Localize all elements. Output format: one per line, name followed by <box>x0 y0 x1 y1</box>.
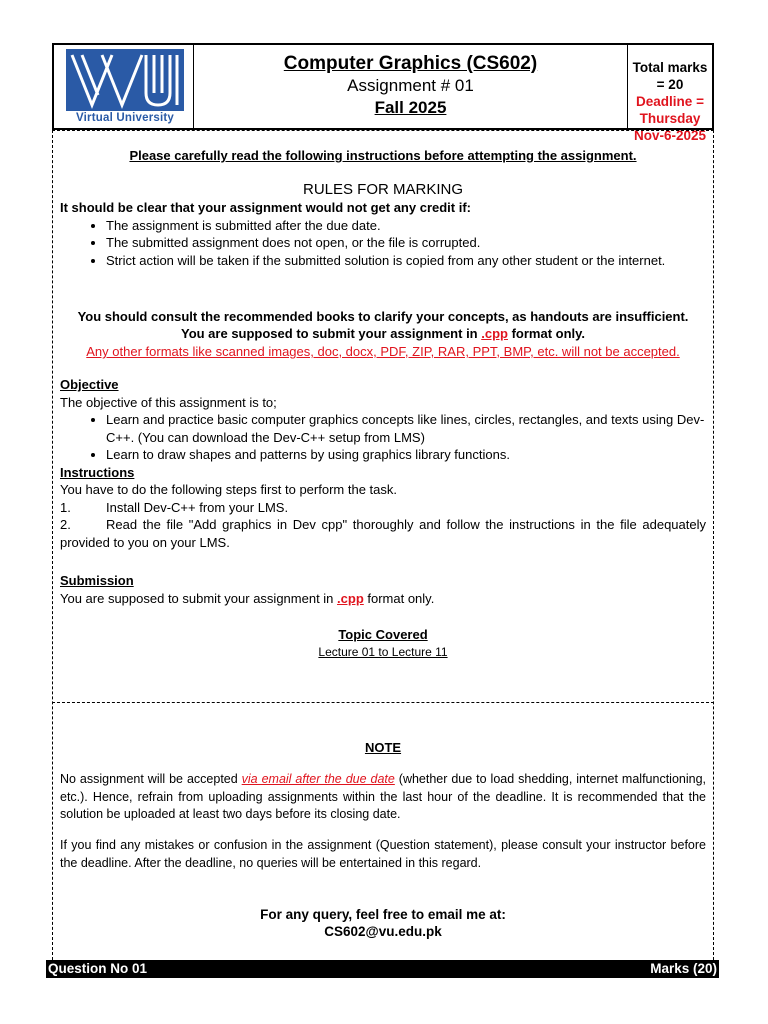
rules-list <box>60 217 706 270</box>
assignment-number: Assignment # 01 <box>347 76 474 95</box>
course-title: Computer Graphics (CS602) <box>283 53 538 74</box>
submission-section <box>60 572 706 607</box>
step-text: Install Dev-C++ from your LMS. <box>106 499 289 515</box>
title-cell <box>194 45 628 128</box>
submission-text <box>60 590 706 608</box>
formats-warning: Any other formats like scanned images, doc, docx, PDF, ZIP, RAR, PPT, BMP, etc. will not be accepted. <box>86 344 680 359</box>
logo-cell <box>54 45 194 128</box>
list-item: • Learn and practice basic computer graphics concepts like lines, circles, rectangles, and texts using Dev-C++. (You can download the Dev-C++ setup from LMS) <box>106 411 706 446</box>
step-number: 2. <box>60 517 71 532</box>
format-cpp: .cpp <box>337 590 364 606</box>
note-p1-highlight: via email after the due date <box>241 772 395 786</box>
submit-prefix: You are supposed to submit your assignment in <box>180 326 482 341</box>
instructions-intro: You have to do the following steps first to perform the task. <box>60 482 397 497</box>
step-item <box>60 499 706 517</box>
objective-heading: Objective <box>60 377 119 392</box>
vu-logo <box>66 49 184 111</box>
topic-section <box>60 626 706 661</box>
logo-text: Virtual University <box>76 112 174 124</box>
term: Fall 2025 <box>374 98 447 117</box>
rules-section <box>60 181 706 269</box>
note-p1-suffix: (whether due to load shedding, internet malfunctioning, etc.). Hence, refrain from uploading assignments within the last hour of the deadline. It is recommended that the solution be uploaded at least two days before its closing date. <box>60 772 706 821</box>
note-paragraph-1 <box>60 771 706 824</box>
consult-note: You should consult the recommended books to clarify your concepts, as handouts are insufficient. <box>77 309 689 324</box>
rules-heading: RULES FOR MARKING <box>302 181 464 198</box>
marks-cell <box>628 45 712 143</box>
submit-suffix: format only. <box>507 326 586 341</box>
top-divider <box>52 130 714 131</box>
objective-intro: The objective of this assignment is to; <box>60 394 277 410</box>
header-table <box>52 43 714 143</box>
step-item <box>60 516 706 551</box>
contact-email: CS602@vu.edu.pk <box>324 924 442 939</box>
instructions-heading: Instructions <box>60 464 135 480</box>
objective-list <box>60 411 706 464</box>
middle-divider <box>52 702 714 703</box>
list-item: • The submitted assignment does not open, or the file is corrupted. <box>106 234 706 252</box>
question-number: Question No 01 <box>48 961 148 976</box>
question-marks: Marks (20) <box>650 961 717 976</box>
list-item: • Strict action will be taken if the submitted solution is copied from any other student or the internet. <box>106 252 706 270</box>
topic-heading: Topic Covered <box>338 627 428 642</box>
step-text: Read the file "Add graphics in Dev cpp" thoroughly and follow the instructions in the file adequately provided to you on your LMS. <box>60 517 706 550</box>
deadline: Deadline = Thursday Nov-6-2025 <box>633 94 707 143</box>
note-paragraph-2: If you find any mistakes or confusion in the assignment (Question statement), please consult your instructor before the deadline. After the deadline, no queries will be entertained in this regard. <box>60 838 706 870</box>
list-item: • The assignment is submitted after the due date. <box>106 217 706 235</box>
question-bar <box>46 960 719 978</box>
note-heading: NOTE <box>364 740 402 755</box>
list-item: • Learn to draw shapes and patterns by using graphics library functions. <box>106 446 706 464</box>
vu-logo-icon <box>66 49 184 111</box>
instructions-notice: Please carefully read the following instructions before attempting the assignment. <box>129 148 637 163</box>
query-line: For any query, feel free to email me at: <box>260 907 506 922</box>
topic-text: Lecture 01 to Lecture 11 <box>318 644 448 659</box>
objective-section <box>60 376 706 551</box>
submission-suffix: format only. <box>363 590 435 606</box>
total-marks: Total marks = 20 <box>632 60 708 92</box>
note-p1-prefix: No assignment will be accepted <box>60 772 242 786</box>
format-cpp: .cpp <box>481 326 508 341</box>
step-number: 1. <box>60 499 71 515</box>
submission-heading: Submission <box>60 573 134 588</box>
submit-format-line <box>60 325 706 343</box>
rules-intro: It should be clear that your assignment would not get any credit if: <box>60 200 471 215</box>
submission-prefix: You are supposed to submit your assignment in <box>60 590 338 606</box>
